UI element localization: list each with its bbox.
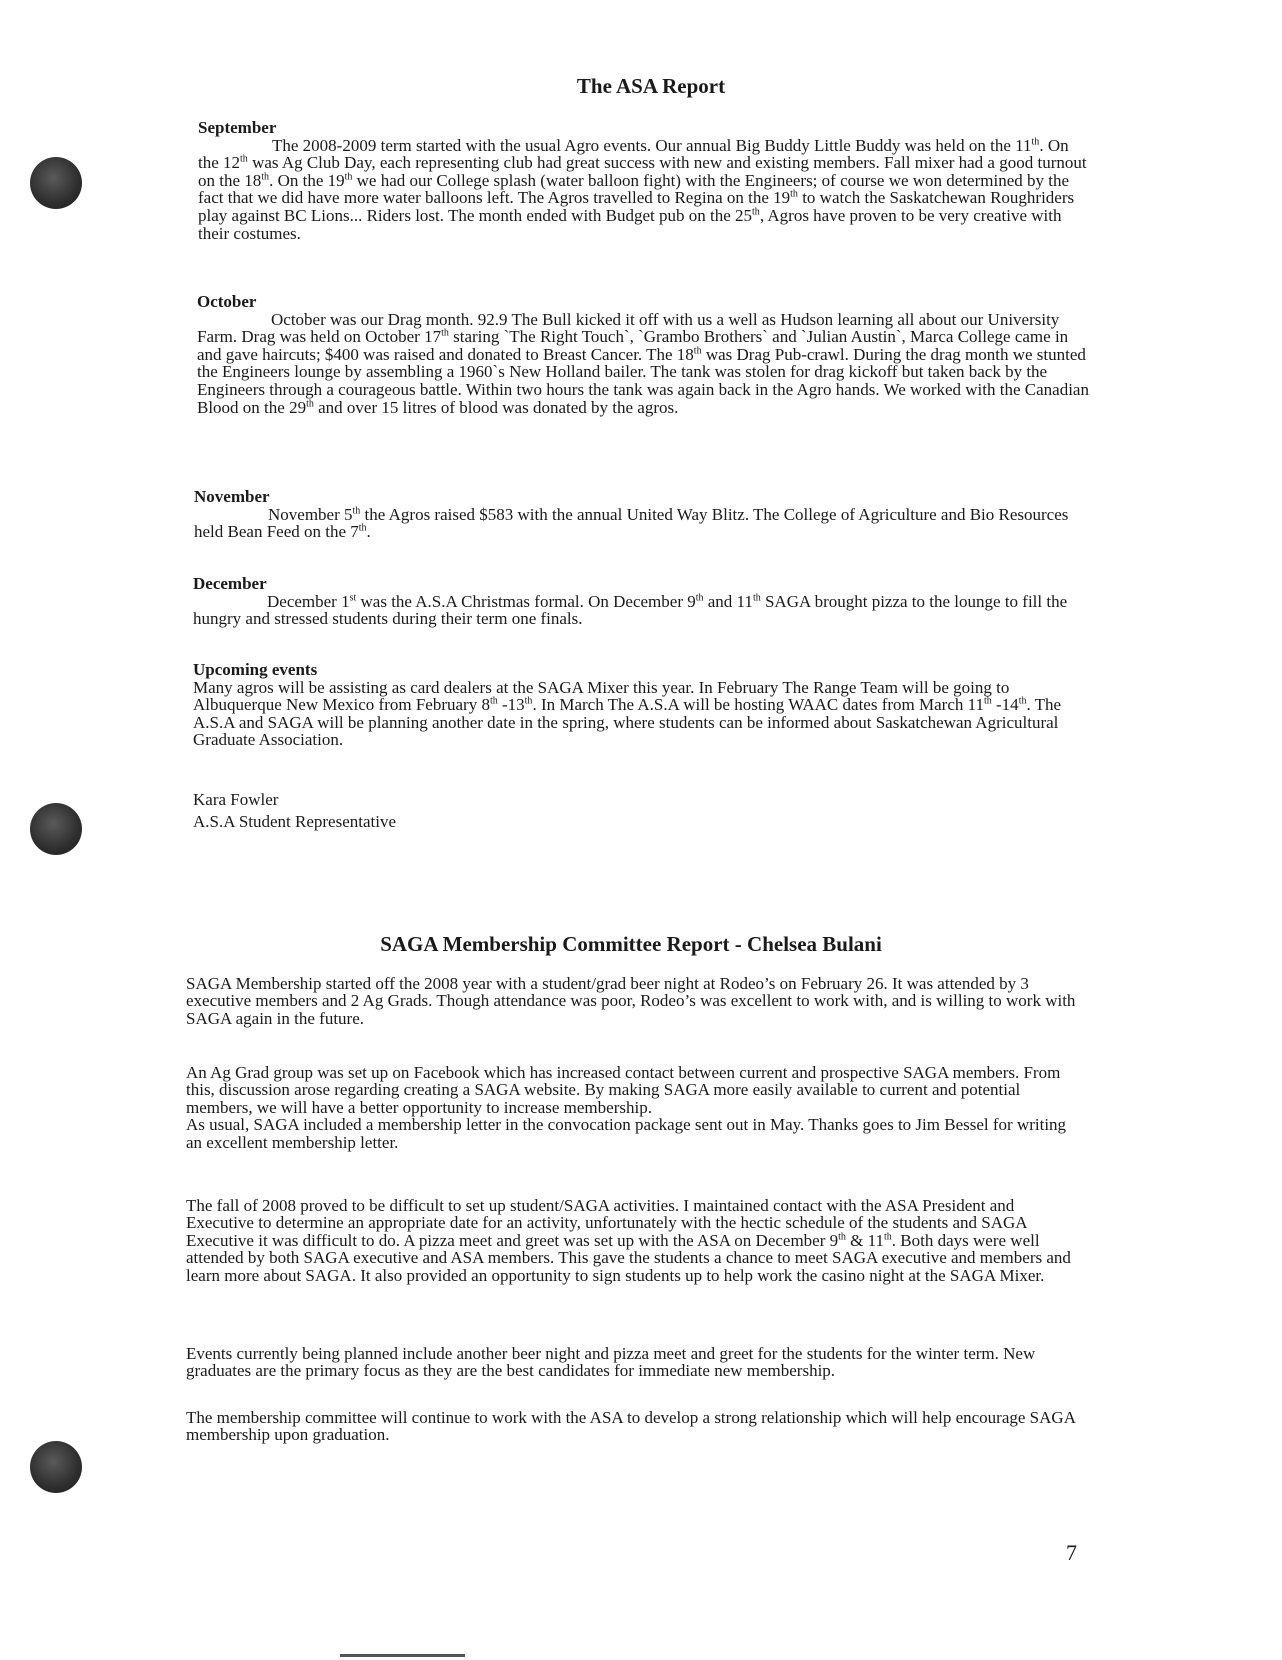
punch-hole-bottom: [30, 1441, 82, 1493]
november-heading: November: [194, 487, 270, 506]
december-text: December 1st was the A.S.A Christmas formal. On December 9th and 11th SAGA brought pizza to the lounge to fill the hungry and stressed students during their term one finals.: [193, 591, 1068, 629]
upcoming-section: [193, 661, 1083, 749]
bottom-edge-mark: [340, 1654, 465, 1657]
signature-name: Kara Fowler: [193, 790, 279, 809]
october-section: [197, 293, 1093, 416]
saga-paragraph-1: SAGA Membership started off the 2008 year with a student/grad beer night at Rodeo’s on February 26. It was attended by 3 executive members and 2 Ag Grads. Though attendance was poor, Rodeo’s was excellent to work with, and is willing to work with SAGA again in the future.: [186, 974, 1076, 1028]
october-heading: October: [197, 292, 257, 311]
november-text: November 5th the Agros raised $583 with the annual United Way Blitz. The College of Agriculture and Bio Resources held Bean Feed on the 7th.: [194, 504, 1069, 542]
asa-signature: [193, 789, 396, 833]
saga-report-title: SAGA Membership Committee Report - Chelsea Bulani: [380, 932, 882, 956]
october-text: October was our Drag month. 92.9 The Bull kicked it off with us a well as Hudson learning all about our University Farm. Drag was held on October 17th staring `The Right Touch`, `Grambo Brothers` and `Julian Austin`, Marca College came in and gave haircuts; $400 was raised and donated to Breast Cancer. The 18th was Drag Pub-crawl. During the drag month we stunted the Engineers lounge by assembling a 1960`s New Holland bailer. The tank was stolen for drag kickoff but taken back by the Engineers through a courageous battle. Within two hours the tank was again back in the Agro hands. We worked with the Canadian Blood on the 29th and over 15 litres of blood was donated by the agros.: [197, 309, 1089, 417]
saga-paragraph-4: Events currently being planned include another beer night and pizza meet and greet for the students for the winter term. New graduates are the primary focus as they are the best candidates for immediate new membership.: [186, 1344, 1036, 1381]
saga-paragraph-2: An Ag Grad group was set up on Facebook which has increased contact between current and prospective SAGA members. From this, discussion arose regarding creating a SAGA website. By making SAGA more easily available to current and potential members, we will have a better opportunity to increase membership. As usual, SAGA included a membership letter in the convocation package sent out in May. Thanks goes to Jim Bessel for writing an excellent membership letter.: [186, 1063, 1067, 1152]
december-heading: December: [193, 574, 267, 593]
saga-paragraph-5: The membership committee will continue to work with the ASA to develop a strong relationship which will help encourage SAGA membership upon graduation.: [186, 1408, 1076, 1445]
page-number: 7: [1066, 1540, 1077, 1565]
november-section: [194, 488, 1084, 541]
september-heading: September: [198, 118, 277, 137]
september-text: The 2008-2009 term started with the usual Agro events. Our annual Big Buddy Little Buddy was held on the 11th. On the 12th was Ag Club Day, each representing club had great success with new and existing members. Fall mixer had a good turnout on the 18th. On the 19th we had our College splash (water balloon fight) with the Engineers; of course we won determined by the fact that we did have more water balloons left. The Agros travelled to Regina on the 19th to watch the Saskatchewan Roughriders play against BC Lions... Riders lost. The month ended with Budget pub on the 25th, Agros have proven to be very creative with their costumes.: [198, 135, 1087, 243]
upcoming-heading: Upcoming events: [193, 660, 318, 679]
september-section: [198, 119, 1093, 242]
punch-hole-top: [30, 157, 82, 209]
december-section: [193, 575, 1085, 628]
saga-paragraph-3: The fall of 2008 proved to be difficult to set up student/SAGA activities. I maintained contact with the ASA President and Executive to determine an appropriate date for an activity, unfortunately with the hectic schedule of the students and SAGA Executive it was difficult to do. A pizza meet and greet was set up with the ASA on December 9th & 11th. Both days were well attended by both SAGA executive and ASA members. This gave the students a chance to meet SAGA executive and members and learn more about SAGA. It also provided an opportunity to sign students up to help work the casino night at the SAGA Mixer.: [186, 1196, 1071, 1285]
signature-role: A.S.A Student Representative: [193, 812, 397, 831]
punch-hole-middle: [30, 803, 82, 855]
asa-report-title: The ASA Report: [576, 74, 726, 98]
upcoming-text: Many agros will be assisting as card dealers at the SAGA Mixer this year. In February The Range Team will be going to Albuquerque New Mexico from February 8th -13th. In March The A.S.A will be hosting WAAC dates from March 11th -14th. The A.S.A and SAGA will be planning another date in the spring, where students can be informed about Saskatchewan Agricultural Graduate Association.: [193, 677, 1062, 750]
